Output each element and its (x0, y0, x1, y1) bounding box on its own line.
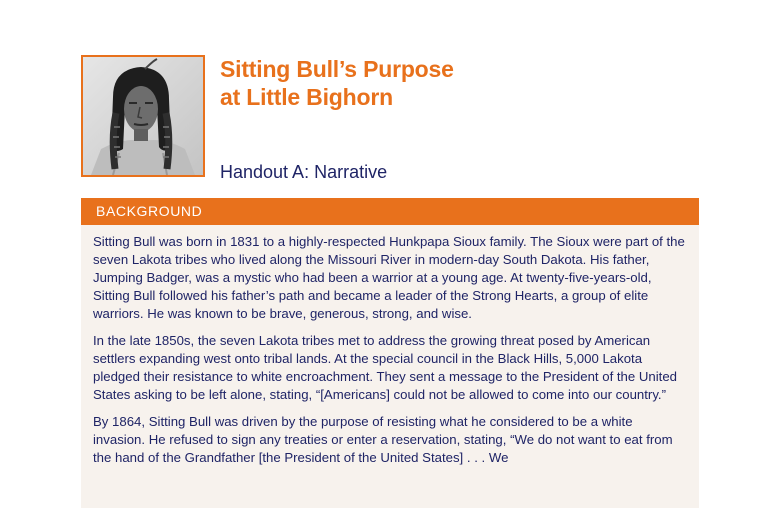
background-paragraph-1: Sitting Bull was born in 1831 to a highly-respected Hunkpapa Sioux family. The Sioux were part of the seven Lakota tribes who lived along the Missouri River in modern-day South Dakota. His father, Jumping Badger, was a mystic who had been a warrior at a young age. At twenty-five-years-old, Sitting Bull followed his father’s path and became a leader of the Strong Hearts, a group of elite warriors. He was known to be brave, generous, strong, and wise. (93, 234, 685, 321)
title-line-2: at Little Bighorn (220, 84, 393, 110)
background-section (81, 198, 699, 508)
handout-subtitle: Handout A: Narrative (220, 162, 388, 182)
sitting-bull-photo-icon (83, 57, 203, 175)
page-title (220, 55, 454, 111)
background-body (81, 225, 699, 467)
background-paragraph-2: In the late 1850s, the seven Lakota tribes met to address the growing threat posed by American settlers expanding west onto tribal lands. At the special council in the Black Hills, 5,000 Lakota pledged their resistance to white encroachment. They sent a message to the President of the United States asking to be left alone, stating, “[Americans] could not be allowed to come into our country.” (93, 333, 678, 402)
background-paragraph-3: By 1864, Sitting Bull was driven by the purpose of resisting what he considered to be a white invasion. He refused to sign any treaties or enter a reservation, stating, “We do not want to eat from the hand of the Grandfather [the President of the United States] . . . We (93, 414, 673, 465)
portrait-photo (81, 55, 205, 177)
title-line-1: Sitting Bull’s Purpose (220, 56, 454, 82)
background-heading: BACKGROUND (81, 198, 699, 225)
